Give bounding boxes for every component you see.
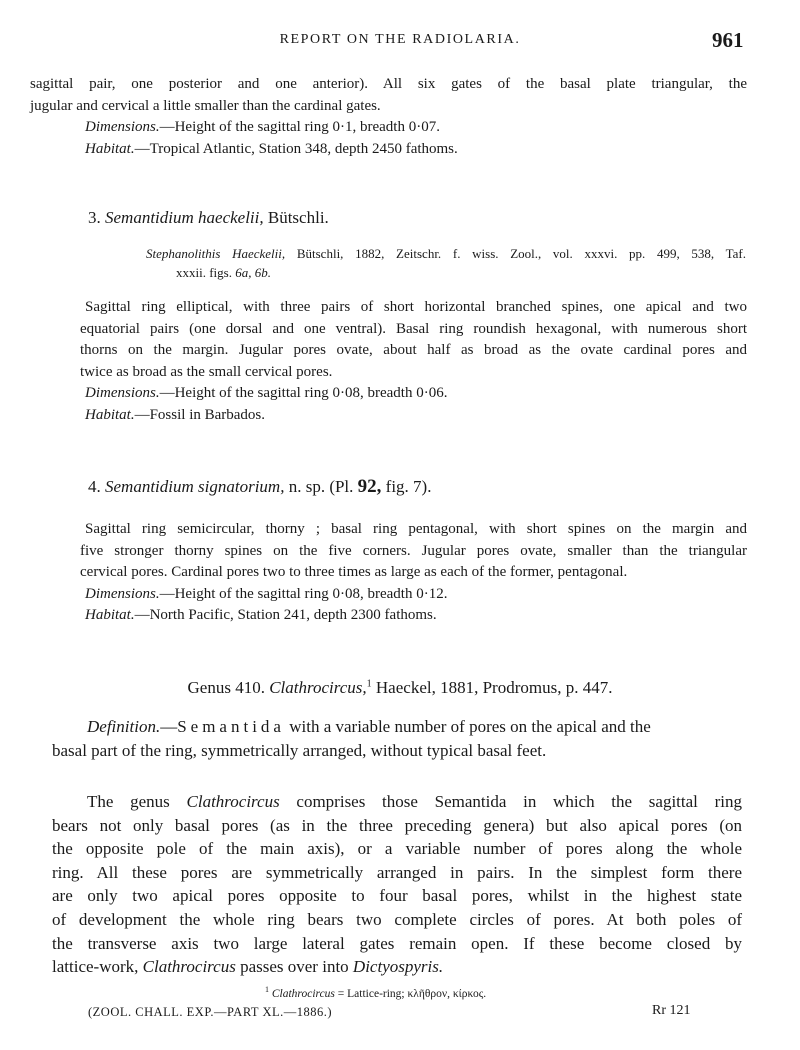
species-author: Bütschli. [267,208,329,227]
habitat-line [80,405,747,427]
text-run: passes over into [235,957,353,977]
species-name: Semantidium signatorium, [105,477,285,496]
species-4-heading [88,476,431,498]
text-line: the opposite pole of the main axis), or a variable number of pores along the whole [52,839,742,859]
footnote-marker: 1 [366,678,372,690]
text-run: The genus [87,792,187,811]
genus-name-inline: Dictyospyris. [352,957,444,977]
dimensions-text: —Height of the sagittal ring 0·08, breadth 0·06. [159,385,448,401]
species-number: 4. [88,477,101,496]
text-line: Sagittal ring elliptical, with three pairs of short horizontal branched spines, one apical and two [85,299,747,315]
text-line: ring. All these pores are symmetrically arranged in pairs. In the simplest form there [52,862,742,882]
species-author: n. sp. (Pl. [288,477,358,496]
species-3-heading [88,208,329,228]
dimensions-line [80,117,747,139]
reference-figs: 6a, 6b. [235,265,271,280]
dimensions-line [80,584,747,606]
reference-text: xxxii. figs. [176,265,236,280]
habitat-label: Habitat. [85,140,135,157]
habitat-line [80,139,747,161]
dimensions-text: —Height of the sagittal ring 0·08, breadth 0·12. [159,585,448,602]
reference-line [146,244,746,263]
genus-name-inline: Clathrocircus [186,792,280,811]
text-line: thorns on the margin. Jugular pores ovate, about half as broad as the ovate cardinal pores and [80,342,747,358]
habitat-text: —North Pacific, Station 241, depth 2300 fathoms. [134,607,437,623]
dimensions-label: Dimensions. [85,385,160,401]
definition-label: Definition. [87,717,161,736]
reference-name: Stephanolithis Haeckelii, [146,246,286,261]
page-number: 961 [712,28,744,52]
text-line: five stronger thorny spines on the five corners. Jugular pores ovate, smaller than the triangular [80,542,747,559]
species-4-description [80,519,747,627]
text-line: the transverse axis two large lateral gates remain open. If these become closed by [52,933,742,953]
definition-line: basal part of the ring, symmetrically arranged, without typical basal feet. [52,740,547,760]
text-line [52,955,742,979]
footer-publication-note: (ZOOL. CHALL. EXP.—PART XL.—1886.) [88,1005,333,1019]
plate-number: 92, [357,476,382,497]
species-3-description [80,297,747,426]
text-line: sagittal pair, one posterior and one anterior). All six gates of the basal plate triangular, the [30,76,747,92]
reference-text: Bütschli, 1882, Zeitschr. f. wiss. Zool., vol. xxxvi. pp. 499, 538, Taf. [296,246,747,261]
habitat-text: —Fossil in Barbados. [134,406,266,423]
definition-term: Semantida [177,717,285,736]
footer-signature-mark: Rr 121 [652,1003,691,1018]
footnote-text: = Lattice-ring; κλῆθρον, κίρκος. [334,987,487,1000]
species-number: 3. [88,208,101,227]
text-line: are only two apical pores opposite to four basal pores, whilst in the highest state [52,886,742,906]
text-line: equatorial pairs (one dorsal and one ventral). Basal ring roundish hexagonal, with numerous short [80,320,747,337]
habitat-line [80,605,747,627]
definition-line [52,715,742,739]
habitat-label: Habitat. [85,607,135,623]
text-line: of development the whole ring bears two complete circles of pores. At both poles of [52,909,742,929]
text-line: Sagittal ring semicircular, thorny ; basal ring pentagonal, with short spines on the margin and [85,521,747,537]
dimensions-label: Dimensions. [85,119,160,135]
footnote-number: 1 [265,985,269,994]
genus-citation: Haeckel, 1881, Prodromus, p. 447. [375,678,613,697]
genus-definition [52,715,742,762]
figure-ref: fig. 7). [381,477,432,496]
species-name: Semantidium haeckelii, [105,208,264,227]
genus-prefix: Genus 410. [187,678,265,697]
genus-description [52,790,742,979]
habitat-text: —Tropical Atlantic, Station 348, depth 2450 fathoms. [134,140,458,157]
text-run: lattice-work, [52,957,143,977]
definition-dash: — [160,717,178,736]
reference-line [146,263,746,282]
text-run: comprises those Semantida in which the sagittal ring [279,792,742,811]
running-header-title: REPORT ON THE RADIOLARIA. [279,32,521,47]
genus-name: Clathrocircus, [269,678,367,697]
text-line: twice as broad as the small cervical pores. [80,363,333,380]
text-line [52,790,742,814]
text-line: cervical pores. Cardinal pores two to three times as large as each of the former, pentagonal. [80,564,628,580]
habitat-label: Habitat. [85,406,135,423]
text-line: jugular and cervical a little smaller than the cardinal gates. [30,97,381,114]
footnote [265,985,486,1000]
dimensions-text: —Height of the sagittal ring 0·1, breadth 0·07. [159,119,440,135]
definition-text: with a variable number of pores on the apical and the [284,717,651,736]
genus-name-inline: Clathrocircus [142,957,236,977]
dimensions-label: Dimensions. [85,585,160,602]
continued-description [30,74,747,160]
footnote-term: Clathrocircus [271,987,335,1000]
dimensions-line [80,383,747,405]
species-3-reference [146,244,746,282]
genus-heading [0,678,800,698]
text-line: bears not only basal pores (as in the three preceding genera) but also apical pores (on [52,815,742,835]
